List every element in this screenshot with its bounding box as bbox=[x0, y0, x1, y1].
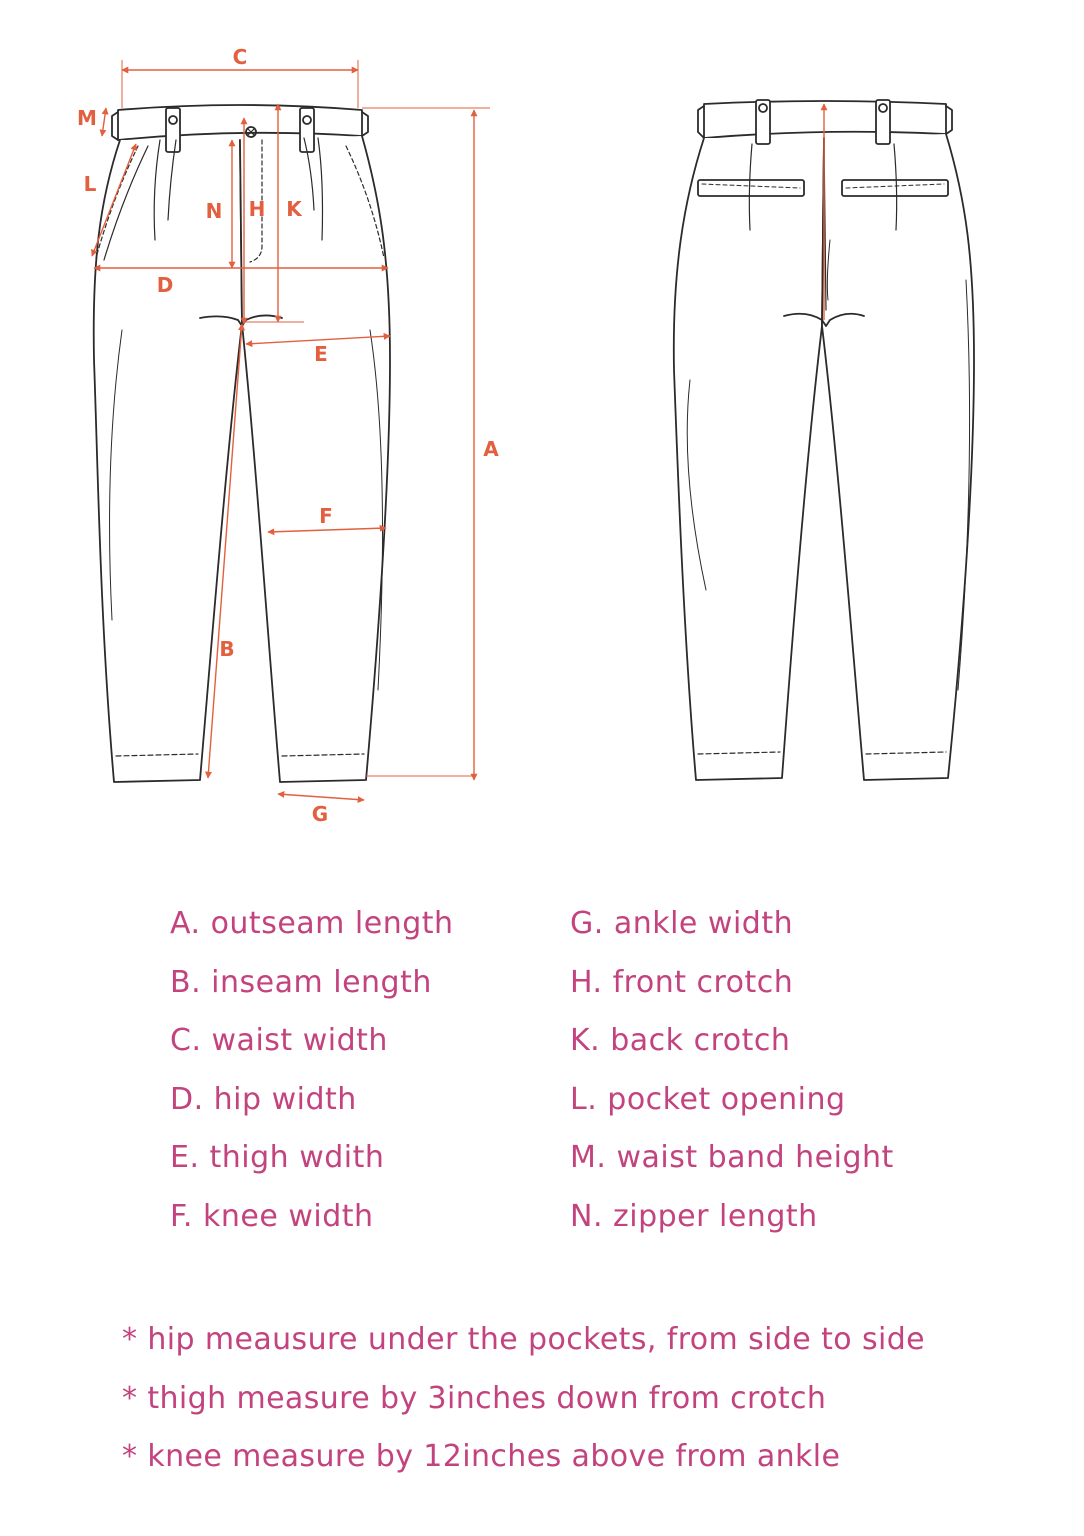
legend-item-n: N. zipper length bbox=[570, 1198, 818, 1234]
front-view bbox=[94, 105, 390, 782]
legend-item-a: A. outseam length bbox=[170, 906, 454, 941]
label-m: M bbox=[77, 106, 97, 130]
measurement-legend bbox=[170, 895, 970, 1246]
legend-left-column bbox=[170, 895, 570, 1246]
front-waistband bbox=[118, 105, 362, 140]
label-b: B bbox=[219, 637, 235, 661]
legend-item-f: F. knee width bbox=[170, 1198, 374, 1234]
note-knee: * knee measure by 12inches above from ankle bbox=[122, 1439, 841, 1474]
back-waistband bbox=[704, 101, 946, 138]
dim-line-g bbox=[278, 794, 364, 800]
legend-item-g: G. ankle width bbox=[570, 906, 794, 941]
note-thigh: * thigh measure by 3inches down from crotch bbox=[122, 1380, 827, 1416]
label-n: N bbox=[205, 199, 223, 223]
measurement-notes bbox=[122, 1311, 1072, 1487]
label-k: K bbox=[286, 197, 302, 221]
legend-item-m: M. waist band height bbox=[570, 1140, 894, 1175]
label-e: E bbox=[314, 342, 328, 366]
legend-item-k: K. back crotch bbox=[570, 1023, 791, 1058]
legend-item-d: D. hip width bbox=[170, 1081, 357, 1117]
legend-right-column bbox=[570, 895, 970, 1246]
note-hip: * hip meausure under the pockets, from side to side bbox=[122, 1322, 926, 1357]
front-left-leg bbox=[94, 140, 242, 782]
label-g: G bbox=[311, 802, 329, 826]
label-d: D bbox=[156, 273, 174, 297]
dim-line-m bbox=[102, 108, 106, 136]
label-f: F bbox=[319, 504, 333, 528]
label-c: C bbox=[232, 45, 248, 69]
legend-item-h: H. front crotch bbox=[570, 964, 794, 1000]
label-a: A bbox=[483, 437, 499, 461]
legend-item-c: C. waist width bbox=[170, 1023, 388, 1058]
legend-item-b: B. inseam length bbox=[170, 964, 432, 1000]
legend-item-e: E. thigh wdith bbox=[170, 1140, 385, 1175]
legend-item-l: L. pocket opening bbox=[570, 1081, 846, 1117]
label-l: L bbox=[83, 172, 97, 196]
back-left-leg bbox=[674, 138, 824, 780]
back-right-leg bbox=[822, 134, 974, 780]
label-h: H bbox=[248, 197, 266, 221]
